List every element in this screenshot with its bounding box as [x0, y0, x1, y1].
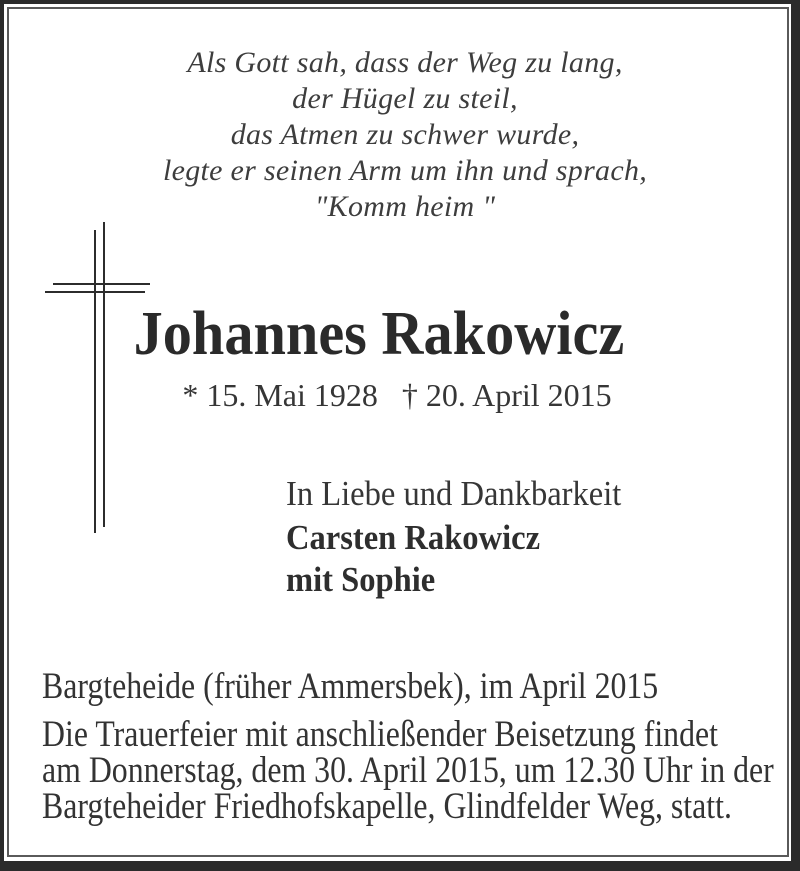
funeral-line: Bargteheider Friedhofskapelle, Glindfelder Weg, statt.: [42, 786, 732, 827]
closing-phrase: In Liebe und Dankbarkeit: [286, 474, 622, 513]
poem-line: Als Gott sah, dass der Weg zu lang,: [187, 46, 623, 79]
death-date: † 20. April 2015: [401, 377, 612, 413]
poem-line: das Atmen zu schwer wurde,: [230, 118, 580, 151]
poem-line: der Hügel zu steil,: [292, 82, 518, 115]
poem-line: legte er seinen Arm um ihn und sprach,: [162, 154, 648, 187]
place-and-date-line: Bargteheide (früher Ammersbek), im April 2015: [42, 666, 659, 707]
cross-horizontal-line-top: [53, 283, 150, 285]
deceased-name-row: [0, 300, 758, 368]
mourners-block: [286, 517, 540, 601]
funeral-line: Die Trauerfeier mit anschließender Beisetzung findet: [42, 714, 718, 755]
funeral-line: am Donnerstag, dem 30. April 2015, um 12.30 Uhr in der: [42, 750, 774, 791]
mourner-line: mit Sophie: [286, 560, 436, 599]
poem-line: "Komm heim ": [314, 190, 496, 223]
life-dates: [0, 377, 794, 413]
mourner-line: Carsten Rakowicz: [286, 518, 541, 557]
birth-date: * 15. Mai 1928: [182, 377, 378, 413]
memorial-poem: [10, 45, 800, 225]
cross-vertical-line-right: [103, 222, 105, 527]
deceased-name: Johannes Rakowicz: [133, 300, 625, 368]
funeral-info: [42, 714, 774, 827]
cross-horizontal-line-bottom: [45, 291, 145, 293]
